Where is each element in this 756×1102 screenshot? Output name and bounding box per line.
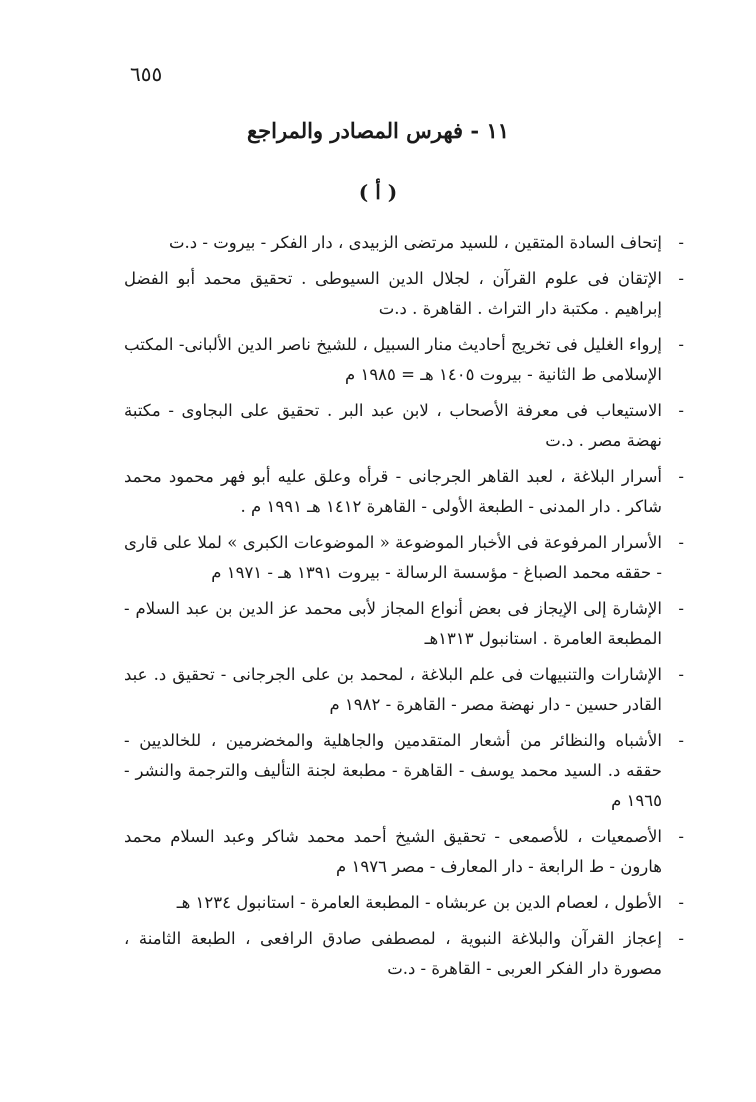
entry-dash: - <box>678 467 684 486</box>
entry-text: الإشارة إلى الإيجاز فى بعض أنواع المجاز لأبى محمد عز الدين بن عبد السلام - المطبعة العامرة . استانبول ١٣١٣هـ <box>124 599 662 648</box>
entry-text: الأصمعيات ، للأصمعى - تحقيق الشيخ أحمد محمد شاكر وعبد السلام محمد هارون - ط الرابعة - دار المعارف - مصر ١٩٧٦ م <box>124 827 662 876</box>
bibliography-entry <box>124 396 684 456</box>
entry-text: أسرار البلاغة ، لعبد القاهر الجرجانى - قرأه وعلق عليه أبو فهر محمود محمد شاكر . دار المدنى - الطبعة الأولى - القاهرة ١٤١٢ هـ ١٩٩١ م . <box>124 467 662 516</box>
entry-text: الإتقان فى علوم القرآن ، لجلال الدين السيوطى . تحقيق محمد أبو الفضل إبراهيم . مكتبة دار التراث . القاهرة . د.ت <box>124 269 662 318</box>
entry-dash: - <box>678 731 684 750</box>
bibliography-entry <box>124 726 684 816</box>
entry-text: إرواء الغليل فى تخريج أحاديث منار السبيل ، للشيخ ناصر الدين الألبانى- المكتب الإسلامى ط الثانية - بيروت ١٤٠٥ هـ = ١٩٨٥ م <box>124 335 662 384</box>
bibliography-entry <box>124 462 684 522</box>
page-number: ٦٥٥ <box>130 62 163 86</box>
entry-text: الأشباه والنظائر من أشعار المتقدمين والجاهلية والمخضرمين ، للخالديين - حققه د. السيد محمد يوسف - القاهرة - مطبعة لجنة التأليف والترجمة والنشر - ١٩٦٥ م <box>124 731 662 810</box>
bibliography-entry <box>124 594 684 654</box>
letter-heading: ( أ ) <box>358 180 398 204</box>
bibliography-entry <box>124 228 684 258</box>
bibliography-entry <box>124 660 684 720</box>
entry-text: الأطول ، لعصام الدين بن عربشاه - المطبعة العامرة - استانبول ١٢٣٤ هـ <box>176 893 662 912</box>
entry-dash: - <box>678 665 684 684</box>
entry-dash: - <box>678 893 684 912</box>
entry-text: إعجاز القرآن والبلاغة النبوية ، لمصطفى صادق الرافعى ، الطبعة الثامنة ، مصورة دار الفكر العربى - القاهرة - د.ت <box>124 929 662 978</box>
entry-dash: - <box>678 233 684 252</box>
bibliography-entry <box>124 822 684 882</box>
bibliography-entry <box>124 924 684 984</box>
entry-text: إتحاف السادة المتقين ، للسيد مرتضى الزبيدى ، دار الفكر - بيروت - د.ت <box>169 233 662 252</box>
entry-text: الأسرار المرفوعة فى الأخبار الموضوعة « الموضوعات الكبرى » لملا على قارى - حققه محمد الصباغ - مؤسسة الرسالة - بيروت ١٣٩١ هـ - ١٩٧١ م <box>124 533 662 582</box>
entry-dash: - <box>678 335 684 354</box>
entry-text: الإشارات والتنبيهات فى علم البلاغة ، لمحمد بن على الجرجانى - تحقيق د. عبد القادر حسين - دار نهضة مصر - القاهرة - ١٩٨٢ م <box>124 665 662 714</box>
entry-dash: - <box>678 929 684 948</box>
entry-dash: - <box>678 533 684 552</box>
bibliography-entry <box>124 888 684 918</box>
bibliography-list <box>124 228 684 990</box>
entry-text: الاستيعاب فى معرفة الأصحاب ، لابن عبد البر . تحقيق على البجاوى - مكتبة نهضة مصر . د.ت <box>124 401 662 450</box>
entry-dash: - <box>678 827 684 846</box>
entry-dash: - <box>678 269 684 288</box>
bibliography-entry <box>124 264 684 324</box>
entry-dash: - <box>678 401 684 420</box>
entry-dash: - <box>678 599 684 618</box>
section-title: ١١ - فهرس المصادر والمراجع <box>246 118 510 143</box>
bibliography-entry <box>124 330 684 390</box>
bibliography-entry <box>124 528 684 588</box>
